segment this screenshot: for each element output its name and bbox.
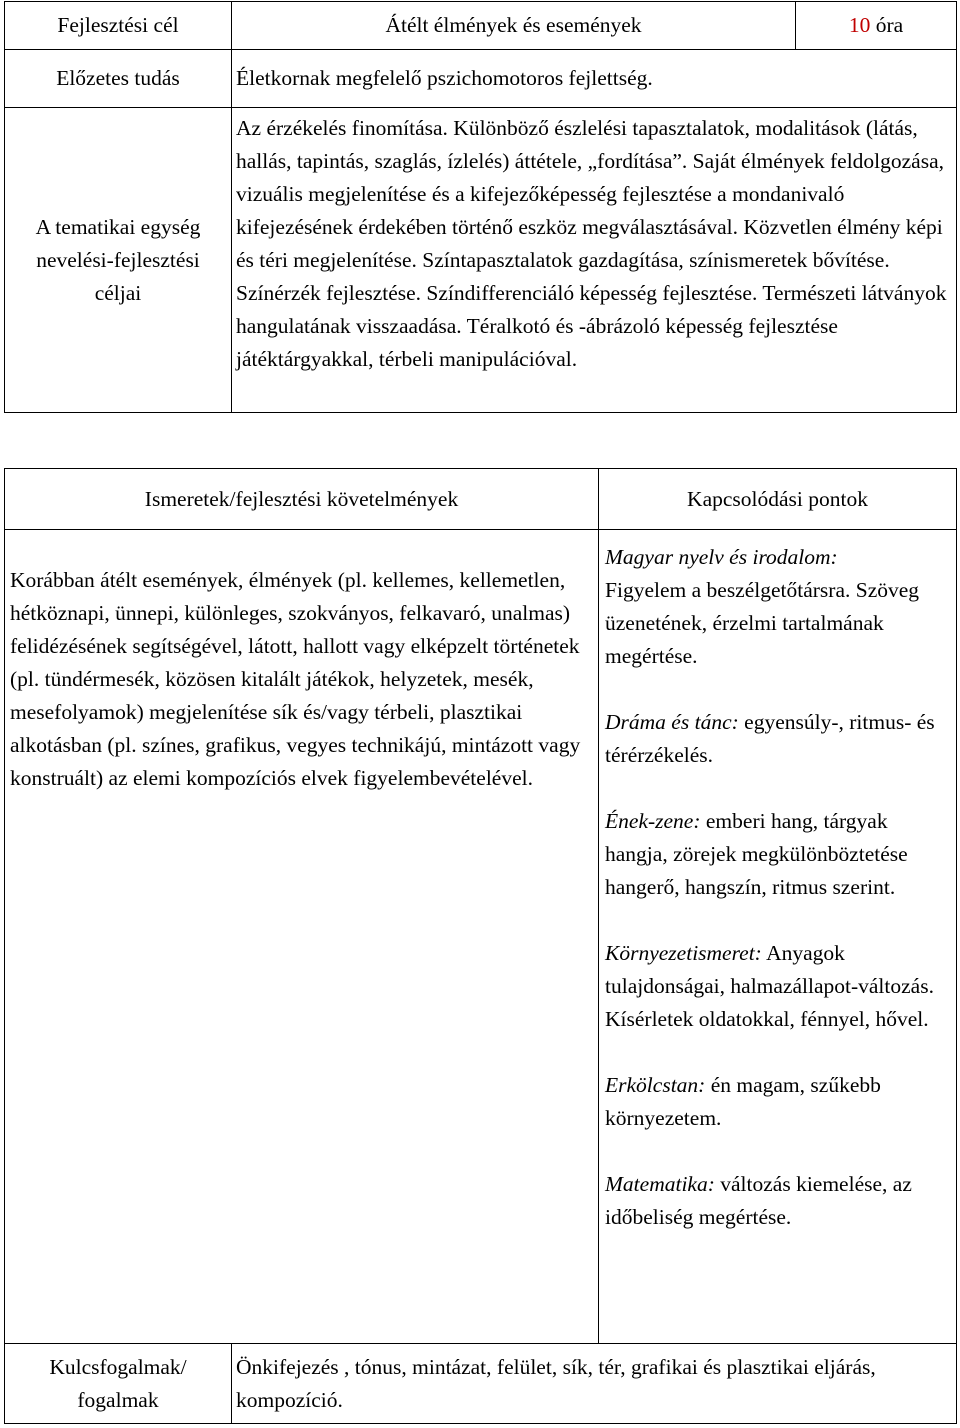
- connection-text: Figyelem a beszélgetőtársra. Szöveg üzenetének, érzelmi tartalmának megértése.: [605, 578, 920, 668]
- requirements-content-row: [5, 530, 957, 1344]
- subject-label: Magyar nyelv és irodalom:: [605, 545, 838, 569]
- aims-label: A tematikai egység nevelési-fejlesztési céljai: [5, 108, 232, 413]
- hours-cell: [796, 2, 957, 50]
- topic-table: [4, 1, 957, 413]
- keywords-value: Önkifejezés , tónus, mintázat, felület, sík, tér, grafikai és plasztikai eljárás, kompozíció.: [232, 1344, 957, 1424]
- connection-text-extra: Kísérletek oldatokkal, fénnyel, hővel.: [605, 1007, 929, 1031]
- prior-knowledge-value: Életkornak megfelelő pszichomotoros fejlettség.: [232, 50, 957, 108]
- subject-label: Matematika:: [605, 1172, 715, 1196]
- keywords-row: [5, 1344, 957, 1424]
- requirements-header-row: [5, 469, 957, 530]
- hours-number: 10: [848, 13, 871, 37]
- connection-drama: [605, 706, 950, 772]
- aims-value: Az érzékelés finomítása. Különböző észlelési tapasztalatok, modalitások (látás, hallás, tapintás, szaglás, ízlelés) áttétele, „fordítása”. Saját élmények feldolgozása, vizuális megjelenítése és a kifejezőképesség fejlesztése a mondanivaló kifejezésének érdekében történő eszköz megválasztásával. Közvetlen élmény képi és téri megjelenítése. Színtapasztalatok gazdagítása, színismeretek bővítése. Színérzék fejlesztése. Színdifferenciáló képesség fejlesztése. Természeti látványok hangulatának visszaadása. Téralkotó és -ábrázoló képesség fejlesztése játéktárgyakkal, térbeli manipulációval.: [232, 108, 957, 413]
- goal-row: [5, 2, 957, 50]
- subject-label: Dráma és tánc:: [605, 710, 739, 734]
- connection-music: [605, 805, 950, 904]
- connection-text: én magam, szűkebb környezetem.: [605, 1073, 881, 1130]
- connection-text: emberi hang, tárgyak hangja, zörejek megkülönböztetése hangerő, hangszín, ritmus szerint.: [605, 809, 908, 899]
- requirements-header: Ismeretek/fejlesztési követelmények: [5, 469, 599, 530]
- hours-unit: óra: [875, 13, 904, 37]
- connections-cell: [599, 530, 957, 1344]
- goal-label: Fejlesztési cél: [5, 2, 232, 50]
- prior-knowledge-label: Előzetes tudás: [5, 50, 232, 108]
- connection-text: egyensúly-, ritmus- és térérzékelés.: [605, 710, 935, 767]
- requirements-text: Korábban átélt események, élmények (pl. kellemes, kellemetlen, hétköznapi, ünnepi, különleges, szokványos, felkavaró, unalmas) felidézésének segítségével, látott, hallott vagy elképzelt történetek (pl. tündérmesék, közösen kitalált játékok, helyzetek, mesék, mesefolyamok) megjelenítése sík és/vagy térbeli, plasztikai alkotásban (pl. színes, grafikus, vegyes technikájú, mintázott vagy konstruált) az elemi kompozíciós elvek figyelembevételével.: [5, 530, 599, 1344]
- connection-ethics: [605, 1069, 950, 1135]
- aims-row: [5, 108, 957, 413]
- connection-hungarian: [605, 541, 950, 673]
- connections-header: Kapcsolódási pontok: [599, 469, 957, 530]
- prior-knowledge-row: [5, 50, 957, 108]
- connection-math: [605, 1168, 950, 1234]
- connection-text: Anyagok tulajdonságai, halmazállapot-változás.: [605, 941, 934, 998]
- connection-text: változás kiemelése, az időbeliség megértése.: [605, 1172, 912, 1229]
- connection-environment: [605, 937, 950, 1036]
- goal-title: Átélt élmények és események: [232, 2, 796, 50]
- keywords-label: Kulcsfogalmak/ fogalmak: [5, 1344, 232, 1424]
- subject-label: Ének-zene:: [605, 809, 701, 833]
- subject-label: Környezetismeret:: [605, 941, 762, 965]
- subject-label: Erkölcstan:: [605, 1073, 706, 1097]
- requirements-table: [4, 468, 957, 1424]
